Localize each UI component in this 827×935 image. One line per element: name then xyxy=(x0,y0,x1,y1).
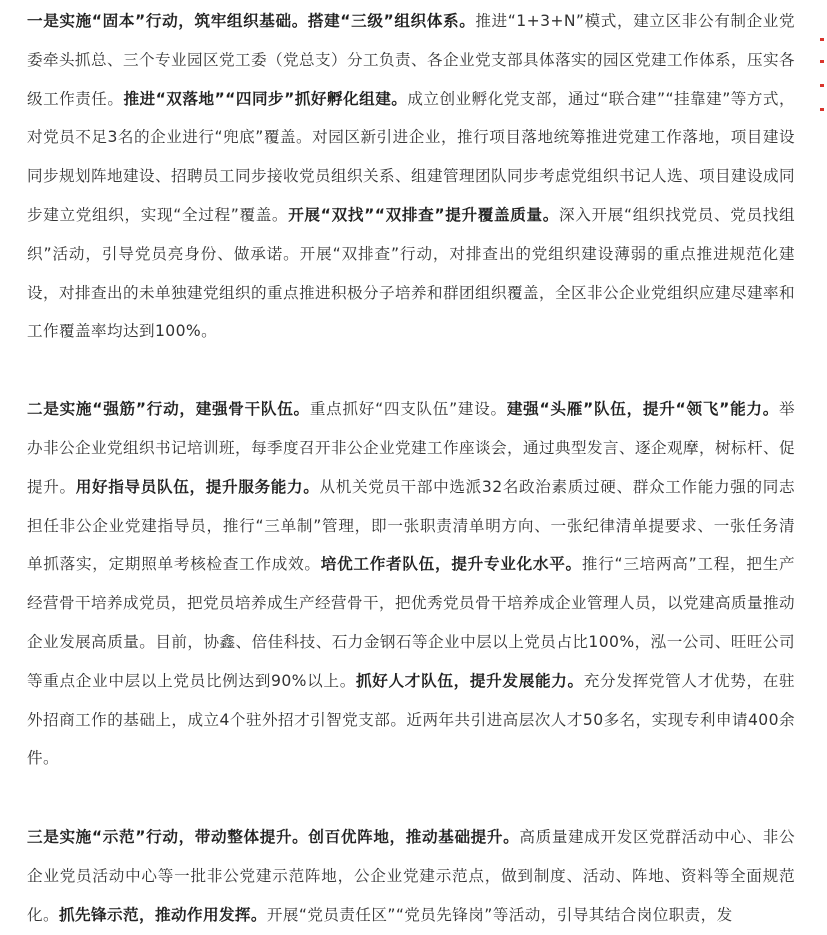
p1-text-3: 深入开展“组织找党员、党员找组织”活动，引导党员亮身份、做承诺。开展“双排查”行动，对排查出的党组织建设薄弱的重点推进规范化建设，对排查出的未单独建党组织的重点推进积极分子培养和群团组织覆盖，全区非公企业党组织应建尽建率和工作覆盖率均达到100%。 xyxy=(27,205,795,341)
paragraph-3 xyxy=(27,818,795,934)
red-marker-3 xyxy=(820,84,824,87)
p2-subheading-2: 用好指导员队伍，提升服务能力。 xyxy=(75,477,320,496)
p2-text-5: 充分发挥党管人才优势，在驻外招商工作的基础上，成立4个驻外招才引智党支部。近两年共引进高层次人才50多名，实现专利申请400余件。 xyxy=(27,671,796,768)
p3-heading: 三是实施“示范”行动，带动整体提升。 xyxy=(27,828,309,847)
red-marker-4 xyxy=(820,108,824,111)
p2-text-4: 推行“三培两高”工程，把生产经营骨干培养成党员，把党员培养成生产经营骨干，把优秀党员骨干培养成企业管理人员，以党建高质量推动企业发展高质量。目前，协鑫、倍佳科技、石力金钢石等企业中层以上党员占比100%，泓一公司、旺旺公司等重点企业中层以上党员比例达到90%以上。 xyxy=(27,555,796,690)
p2-text-1: 重点抓好“四支队伍”建设。 xyxy=(309,400,507,419)
p2-text-2: 举办非公企业党组织书记培训班，每季度召开非公企业党建工作座谈会，通过典型发言、逐企观摩，树标杆、促提升。 xyxy=(27,400,796,496)
p1-subheading-2: 推进“双落地”“四同步”抓好孵化组建。 xyxy=(123,89,408,108)
red-marker-1 xyxy=(820,38,824,41)
red-marker-2 xyxy=(820,60,824,63)
p1-heading: 一是实施“固本”行动，筑牢组织基础。 xyxy=(27,12,308,30)
p3-text-1: 高质量建成开发区党群活动中心、非公企业党员活动中心等一批非公党建示范阵地，公企业党建示范点，做到制度、活动、阵地、资料等全面规范化。 xyxy=(27,828,795,924)
p2-subheading-3: 培优工作者队伍，提升专业化水平。 xyxy=(320,555,582,574)
article-body xyxy=(27,2,795,935)
p3-subheading-2: 抓先锋示范，推动作用发挥。 xyxy=(59,905,267,924)
p2-subheading-4: 抓好人才队伍，提升发展能力。 xyxy=(356,671,584,690)
p3-text-2: 开展“党员责任区”“党员先锋岗”等活动，引导其结合岗位职责，发 xyxy=(266,905,733,924)
p1-text-2: 成立创业孵化党支部，通过“联合建”“挂靠建”等方式，对党员不足3名的企业进行“兜底”覆盖。对园区新引进企业，推行项目落地统筹推进党建工作落地，项目建设同步规划阵地建设、招聘员工同步接收党员组织关系、组建管理团队同步考虑党组织书记人选、项目建设成同步建立党组织，实现“全过程”覆盖。 xyxy=(27,89,795,224)
paragraph-2 xyxy=(27,390,795,778)
paragraph-1 xyxy=(27,2,795,351)
p3-subheading-1: 创百优阵地，推动基础提升。 xyxy=(308,828,520,847)
p1-text-1: 推进“1+3+N”模式，建立区非公有制企业党委牵头抓总、三个专业园区党工委（党总支）分工负责、各企业党支部具体落实的园区党建工作体系，压实各级工作责任。 xyxy=(27,12,795,108)
p2-text-3: 从机关党员干部中选派32名政治素质过硬、群众工作能力强的同志担任非公企业党建指导员，推行“三单制”管理，即一张职责清单明方向、一张纪律清单提要求、一张任务清单抓落实，定期照单考核检查工作成效。 xyxy=(27,477,795,574)
p2-subheading-1: 建强“头雁”队伍，提升“领飞”能力。 xyxy=(506,400,780,419)
right-edge-decoration xyxy=(813,0,827,934)
p1-subheading-3: 开展“双找”“双排查”提升覆盖质量。 xyxy=(288,205,560,224)
p1-subheading-1: 搭建“三级”组织体系。 xyxy=(307,12,476,30)
p2-heading: 二是实施“强筋”行动，建强骨干队伍。 xyxy=(27,400,310,419)
